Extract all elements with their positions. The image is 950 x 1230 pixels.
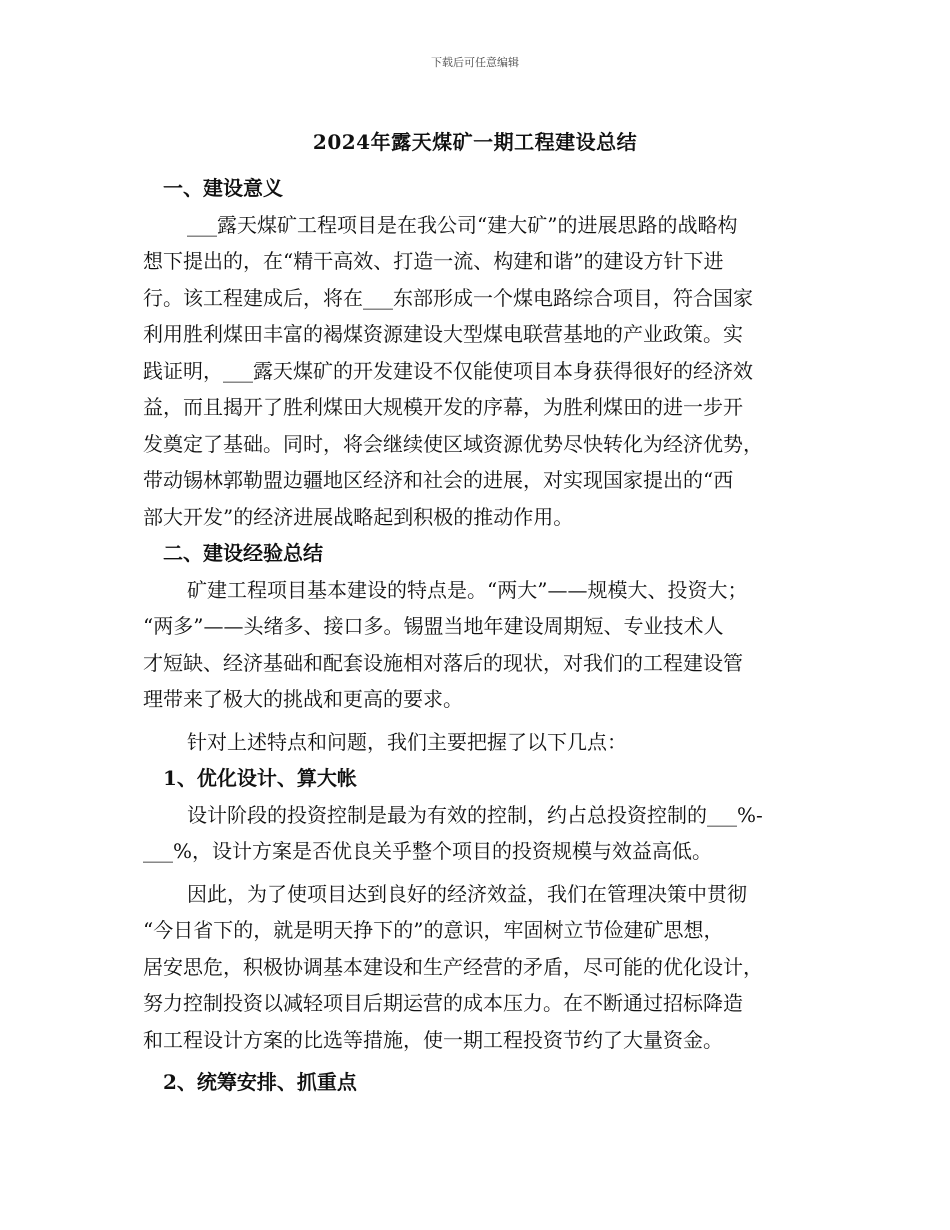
text-line: 践证明，___露天煤矿的开发建设不仅能使项目本身获得很好的经济效 bbox=[143, 358, 753, 383]
paragraph-design-control bbox=[143, 797, 815, 870]
text-line: ___%，设计方案是否优良关乎整个项目的投资规模与效益高低。 bbox=[143, 839, 713, 863]
text-line: “两多”——头绪多、接口多。锡盟当地年建设周期短、专业技术人 bbox=[143, 614, 724, 638]
text-line: 才短缺、经济基础和配套设施相对落后的现状，对我们的工程建设管 bbox=[143, 650, 743, 675]
header-note: 下载后可任意编辑 bbox=[431, 56, 519, 69]
text-line: 针对上述特点和问题，我们主要把握了以下几点： bbox=[187, 729, 627, 754]
document-body bbox=[143, 170, 815, 1101]
text-line: 利用胜利煤田丰富的褐煤资源建设大型煤电联营基地的产业政策。实 bbox=[143, 322, 743, 346]
text-line: “今日省下的，就是明天挣下的”的意识，牢固树立节俭建矿思想， bbox=[143, 918, 724, 942]
text-line: 和工程设计方案的比选等措施，使一期工程投资节约了大量资金。 bbox=[143, 1027, 723, 1052]
text-line: 部大开发”的经济进展战略起到积极的推动作用。 bbox=[143, 504, 574, 529]
document-title: 2024年露天煤矿一期工程建设总结 bbox=[312, 130, 638, 154]
text-line: 设计阶段的投资控制是最为有效的控制，约占总投资控制的___%- bbox=[187, 802, 763, 827]
section-heading-significance: 一、建设意义 bbox=[163, 176, 283, 200]
text-line: 带动锡林郭勒盟边疆地区经济和社会的进展，对实现国家提出的“西 bbox=[143, 468, 734, 492]
text-line: 因此，为了使项目达到良好的经济效益，我们在管理决策中贯彻 bbox=[187, 881, 747, 906]
text-line: ___露天煤矿工程项目是在我公司“建大矿”的进展思路的战略构 bbox=[187, 212, 738, 237]
text-line: 居安思危，积极协调基本建设和生产经营的矛盾，尽可能的优化设计， bbox=[143, 954, 763, 979]
text-line: 益，而且揭开了胜利煤田大规模开发的序幕，为胜利煤田的进一步开 bbox=[143, 395, 743, 419]
text-line: 想下提出的，在“精干高效、打造一流、构建和谐”的建设方针下进 bbox=[143, 249, 724, 273]
text-line: 行。该工程建成后，将在___东部形成一个煤电路综合项目，符合国家 bbox=[143, 285, 753, 310]
paragraph-experience-features bbox=[143, 572, 815, 718]
text-line: 矿建工程项目基本建设的特点是。“两大”——规模大、投资大； bbox=[187, 577, 748, 602]
text-line: 发奠定了基础。同时，将会继续使区域资源优势尽快转化为经济优势， bbox=[143, 431, 763, 456]
section-heading-experience: 二、建设经验总结 bbox=[163, 541, 323, 565]
paragraph-key-points-intro bbox=[143, 724, 815, 761]
paragraph-significance bbox=[143, 207, 815, 536]
subsection-heading-optimize-design: 1、优化设计、算大帐 bbox=[163, 766, 357, 790]
text-line: 理带来了极大的挑战和更高的要求。 bbox=[143, 687, 463, 711]
text-line: 努力控制投资以减轻项目后期运营的成本压力。在不断通过招标降造 bbox=[143, 991, 743, 1015]
subsection-heading-overall-planning: 2、统筹安排、抓重点 bbox=[163, 1070, 357, 1094]
paragraph-cost-saving bbox=[143, 876, 815, 1059]
